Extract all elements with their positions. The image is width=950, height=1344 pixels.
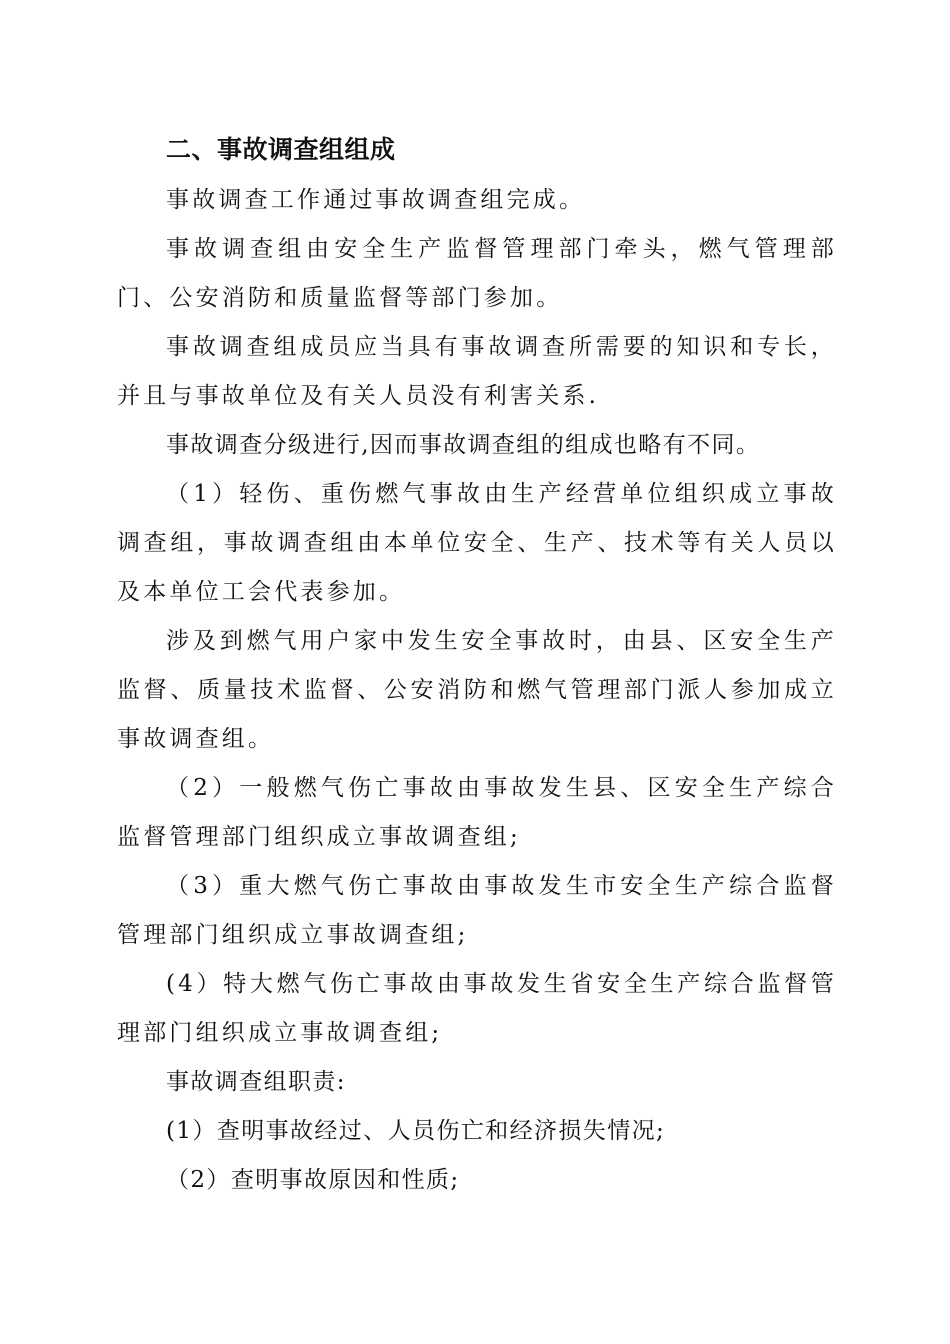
paragraph-level-1: （1）轻伤、重伤燃气事故由生产经营单位组织成立事故调查组，事故调查组由本单位安全、生产、技术等有关人员以及本单位工会代表参加。 bbox=[117, 481, 837, 605]
paragraph-member-requirements: 事故调查组成员应当具有事故调查所需要的知识和专长，并且与事故单位及有关人员没有利害关系. bbox=[117, 334, 837, 409]
paragraph-level-3: （3）重大燃气伤亡事故由事故发生市安全生产综合监督管理部门组织成立事故调查组; bbox=[117, 873, 837, 948]
paragraph-duty-1: (1）查明事故经过、人员伤亡和经济损失情况; bbox=[166, 1118, 666, 1144]
paragraph-level-2: （2）一般燃气伤亡事故由事故发生县、区安全生产综合监督管理部门组织成立事故调查组; bbox=[117, 775, 837, 850]
document-page bbox=[117, 128, 837, 1205]
section-heading: 二、事故调查组组成 bbox=[166, 135, 396, 164]
paragraph-lead-department: 事故调查组由安全生产监督管理部门牵头，燃气管理部门、公安消防和质量监督等部门参加。 bbox=[117, 236, 837, 311]
paragraph-graded-investigation: 事故调查分级进行,因而事故调查组的组成也略有不同。 bbox=[166, 432, 761, 458]
paragraph-household-accident: 涉及到燃气用户家中发生安全事故时，由县、区安全生产监督、质量技术监督、公安消防和燃气管理部门派人参加成立事故调查组。 bbox=[117, 628, 837, 752]
paragraph-duties-title: 事故调查组职责: bbox=[166, 1069, 346, 1095]
paragraph-intro: 事故调查工作通过事故调查组完成。 bbox=[166, 187, 586, 213]
paragraph-duty-2: （2）查明事故原因和性质; bbox=[166, 1167, 460, 1193]
paragraph-level-4: (4）特大燃气伤亡事故由事故发生省安全生产综合监督管理部门组织成立事故调查组; bbox=[117, 971, 837, 1046]
